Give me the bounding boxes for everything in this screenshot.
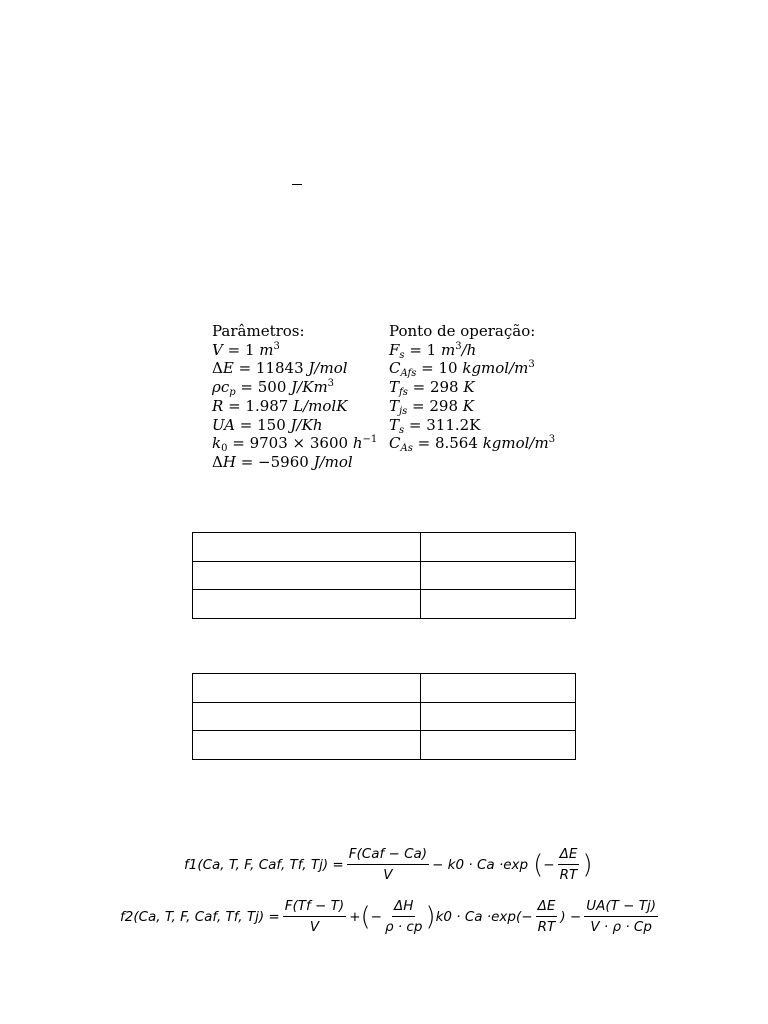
table-row	[193, 702, 576, 731]
parameters-heading: Parâmetros:	[212, 322, 305, 340]
fraction: $\frac{UA(T - Tj)}{V \cdot \rho \cdot Cp}$	[586, 898, 657, 935]
equation-f1: f1(Ca, T, F, Caf, Tf, Tj) = $\frac{\text{F(Caf − Ca)}}{V}$ − k0 · Ca · exp ( − $\frac{\Delta E}{RT}$ )	[184, 846, 593, 883]
param-reaction-enthalpy: ΔH = −5960 J/mol	[212, 452, 353, 471]
fraction: $\frac{\Delta E}{RT}$	[559, 846, 578, 883]
op-feed-concentration: $C_{Afs} = 10$ kgmol/$m^3$	[389, 359, 535, 380]
fraction: $\frac{F(Tf - T)}{V}$	[284, 898, 345, 935]
param-activation-energy: ΔE = 11843 J/mol	[212, 359, 348, 378]
op-flow: $F_s = 1$ $m^3/h$	[389, 340, 477, 361]
table-row	[193, 590, 576, 619]
equation-f2: f2(Ca, T, F, Caf, Tf, Tj) = $\frac{F(Tf - T)}{V}$ + ( − $\frac{\Delta H}{\rho \cdot cp}$ ) k0 · Ca · exp (− $\frac{\Delta E}{RT}$ ) − $\frac{UA(T - Tj)}{V \cdot \rho \cdot Cp}$	[120, 898, 657, 935]
table-row	[193, 731, 576, 760]
table-row	[193, 561, 576, 590]
equation-f2-lhs: f2(Ca, T, F, Caf, Tf, Tj) =	[120, 908, 280, 925]
fraction: $\frac{\Delta H}{\rho \cdot cp}$	[384, 898, 423, 935]
table-row	[193, 674, 576, 703]
table-cell	[421, 590, 576, 619]
fraction: $\frac{\Delta E}{RT}$	[537, 898, 556, 935]
table-cell	[421, 533, 576, 562]
table-cell	[193, 674, 421, 703]
param-rho-cp: $\rho c_p = 500$ J/Km$^3$	[212, 378, 335, 399]
parameters-list	[212, 322, 377, 472]
operating-point-heading: Ponto de operação:	[389, 322, 536, 340]
empty-table-1	[192, 532, 576, 619]
table-cell	[193, 533, 421, 562]
fraction: $\frac{\text{F(Caf − Ca)}}{V}$	[348, 846, 428, 883]
param-ua: UA = 150 J/Kh	[212, 415, 323, 434]
table-cell	[193, 590, 421, 619]
table-cell	[421, 674, 576, 703]
equation-f1-lhs: f1(Ca, T, F, Caf, Tf, Tj) =	[184, 856, 344, 873]
table-cell	[193, 731, 421, 760]
table-cell	[193, 561, 421, 590]
dash-mark	[292, 184, 302, 185]
table-cell	[421, 561, 576, 590]
param-gas-constant: R = 1.987 L/molK	[212, 396, 348, 415]
table-row	[193, 533, 576, 562]
empty-table-2	[192, 673, 576, 760]
table-cell	[193, 702, 421, 731]
op-reactor-concentration: $C_{As} = 8.564$ kgmol/$m^3$	[389, 434, 556, 455]
param-volume: V = 1 $m^3$	[212, 340, 280, 359]
table-cell	[421, 731, 576, 760]
table-cell	[421, 702, 576, 731]
op-feed-temperature: $T_{fs} = 298$ K	[389, 378, 475, 399]
op-reactor-temperature: $T_s = 311.2K$	[389, 415, 481, 436]
param-k0: $k_0 = 9703 \times 3600$ $h^{-1}$	[212, 434, 378, 455]
operating-point-list	[389, 322, 555, 453]
op-jacket-temperature: $T_{js} = 298$ K	[389, 396, 474, 417]
